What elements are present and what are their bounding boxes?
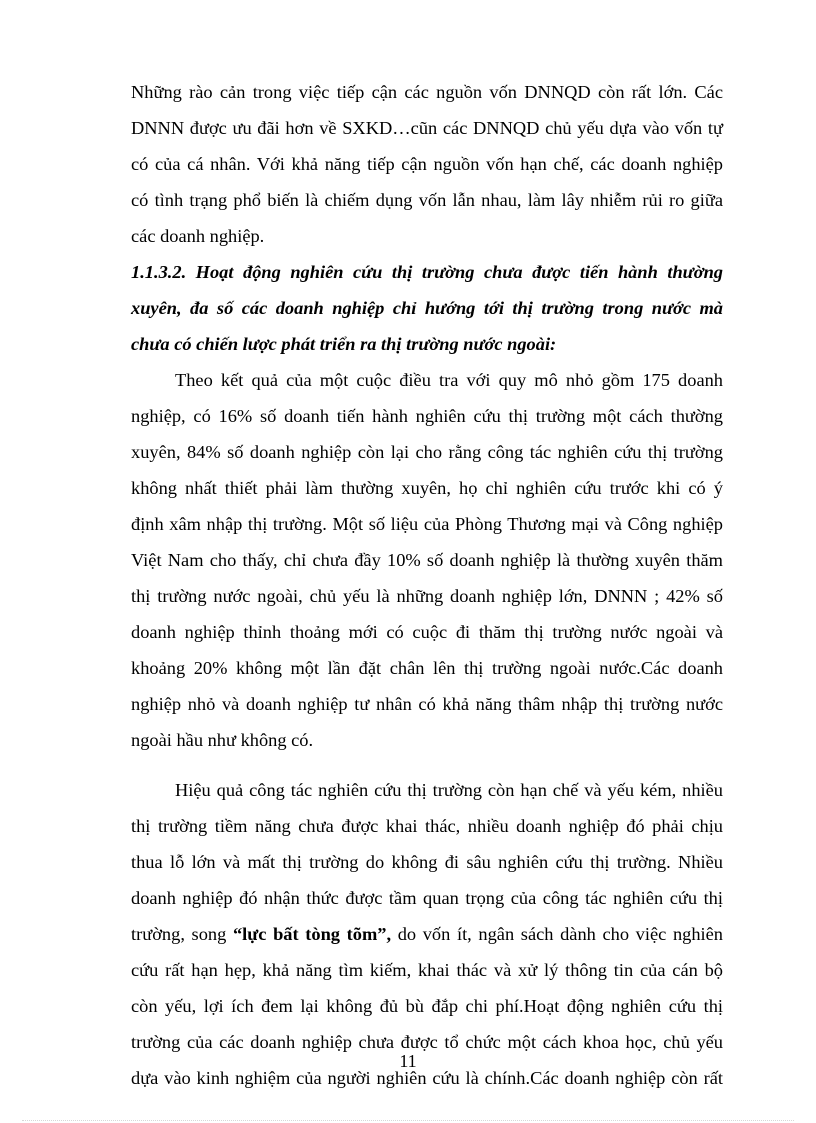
page-bottom-divider (22, 1120, 794, 1121)
heading-line: chưa có chiến lược phát triển ra thị trường nước ngoài: (131, 334, 557, 354)
text-line: cứu rất hạn hẹp, khả năng tìm kiếm, khai thác và xử lý thông tin của cán bộ (131, 960, 723, 980)
text-line: còn yếu, lợi ích đem lại không đủ bù đắp chi phí.Hoạt động nghiên cứu thị (131, 996, 723, 1016)
paragraph-market-research-survey (131, 362, 723, 758)
text-run: do vốn ít, ngân sách dành cho việc nghiên (391, 924, 723, 944)
text-line: DNNN được ưu đãi hơn về SXKD…cũn các DNNQD chủ yếu dựa vào vốn tự (131, 118, 723, 138)
text-line: trường của các doanh nghiệp chưa được tổ chức một cách khoa học, chủ yếu (131, 1032, 723, 1052)
text-line: doanh nghiệp thỉnh thoảng mới có cuộc đi thăm thị trường nước ngoài và (131, 622, 723, 642)
text-line: thị trường nước ngoài, chủ yếu là những doanh nghiệp lớn, DNNN ; 42% số (131, 586, 723, 606)
text-line: ngoài hầu như không có. (131, 730, 314, 750)
text-line: có tình trạng phổ biến là chiếm dụng vốn lẫn nhau, làm lây nhiễm rủi ro giữa (131, 190, 723, 210)
heading-line: xuyên, đa số các doanh nghiệp chỉ hướng tới thị trường trong nước mà (131, 298, 723, 318)
text-line: Theo kết quả của một cuộc điều tra với quy mô nhỏ gồm 175 doanh (175, 370, 723, 390)
text-line: xuyên, 84% số doanh nghiệp còn lại cho rằng công tác nghiên cứu thị trường (131, 442, 723, 462)
text-line: khoảng 20% không một lần đặt chân lên thị trường ngoài nước.Các doanh (131, 658, 723, 678)
paragraph-access-to-capital (131, 74, 723, 254)
text-line: không nhất thiết phải làm thường xuyên, họ chỉ nghiên cứu trước khi có ý (131, 478, 723, 498)
text-line: Những rào cản trong việc tiếp cận các nguồn vốn DNNQD còn rất lớn. Các (131, 82, 723, 102)
page-body (131, 74, 723, 1096)
text-line: Việt Nam cho thấy, chỉ chưa đầy 10% số doanh nghiệp là thường xuyên thăm (131, 550, 723, 570)
bold-phrase: “lực bất tòng tõm”, (232, 924, 392, 944)
text-line (131, 916, 723, 952)
paragraph-spacer (131, 758, 723, 772)
page-number: 11 (399, 1051, 417, 1071)
text-line: thị trường tiềm năng chưa được khai thác, nhiều doanh nghiệp đó phải chịu (131, 816, 723, 836)
text-line: doanh nghiệp đó nhận thức được tầm quan trọng của công tác nghiên cứu thị (131, 888, 723, 908)
heading-line: 1.1.3.2. Hoạt động nghiên cứu thị trường chưa được tiến hành thường (131, 262, 723, 282)
text-line: dựa vào kinh nghiệm của người nghiên cứu là chính.Các doanh nghiệp còn rất (131, 1068, 723, 1088)
text-line: các doanh nghiệp. (131, 226, 265, 246)
section-heading (131, 254, 723, 362)
text-line: Hiệu quả công tác nghiên cứu thị trường còn hạn chế và yếu kém, nhiều (175, 780, 723, 800)
text-line: định xâm nhập thị trường. Một số liệu của Phòng Thương mại và Công nghiệp (131, 514, 723, 534)
text-line: có của cá nhân. Với khả năng tiếp cận nguồn vốn hạn chế, các doanh nghiệp (131, 154, 723, 174)
text-line: nghiệp nhỏ và doanh nghiệp tư nhân có khả năng thâm nhập thị trường nước (131, 694, 723, 714)
text-line: thua lỗ lớn và mất thị trường do không đi sâu nghiên cứu thị trường. Nhiều (131, 852, 723, 872)
text-line: nghiệp, có 16% số doanh tiến hành nghiên cứu thị trường một cách thường (131, 406, 723, 426)
paragraph-research-effectiveness (131, 772, 723, 1096)
text-run: trường, song (131, 924, 233, 944)
